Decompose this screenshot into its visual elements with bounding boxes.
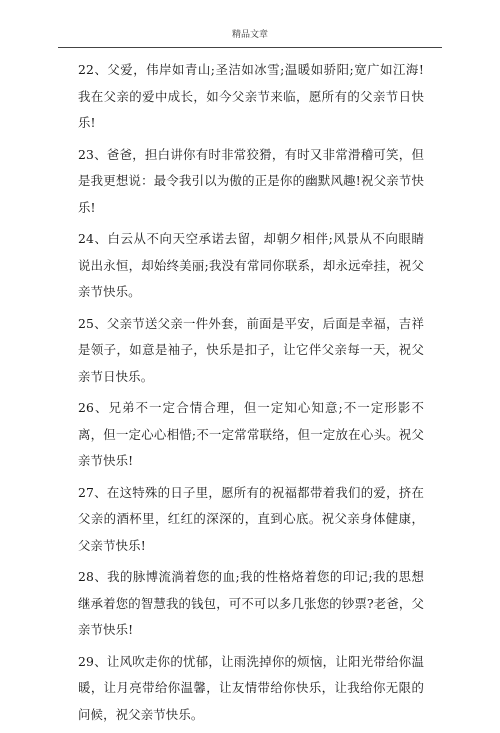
paragraph-25: 25、父亲节送父亲一件外套，前面是平安，后面是幸福，吉祥是领子，如意是袖子，快乐是扣子，让它伴父亲每一天，祝父亲节日快乐。 [78,315,424,384]
paragraph-26: 26、兄弟不一定合情合理，但一定知心知意;不一定形影不离，但一定心心相惜;不一定常常联络，但一定放在心头。祝父亲节快乐! [78,400,424,468]
paragraph-27: 27、在这特殊的日子里，愿所有的祝福都带着我们的爱，挤在父亲的酒杯里，红红的深深的，直到心底。祝父亲身体健康，父亲节快乐! [78,484,424,553]
paragraph-28: 28、我的脉博流淌着您的血;我的性格烙着您的印记;我的思想继承着您的智慧我的钱包，可不可以多几张您的钞票?老爸，父亲节快乐! [78,569,424,637]
article-body [78,57,424,733]
paragraph-24: 24、白云从不向天空承诺去留，却朝夕相伴;风景从不向眼睛说出永恒，却始终美丽;我没有常同你联系，却永远牵挂，祝父亲节快乐。 [78,231,424,299]
page-header: 精品文章 [58,25,442,48]
paragraph-23: 23、爸爸，担白讲你有时非常狡猾，有时又非常滑稽可笑，但是我更想说：最令我引以为傲的正是你的幽默风趣!祝父亲节快乐! [78,146,424,215]
paragraph-22: 22、父爱，伟岸如青山;圣洁如冰雪;温暖如骄阳;宽广如江海!我在父亲的爱中成长，如今父亲节来临，愿所有的父亲节日快乐! [78,62,424,130]
paragraph-29: 29、让风吹走你的忧郁，让雨洗掉你的烦恼，让阳光带给你温暖，让月亮带给你温馨，让友情带给你快乐，让我给你无限的问候，祝父亲节快乐。 [78,653,424,722]
